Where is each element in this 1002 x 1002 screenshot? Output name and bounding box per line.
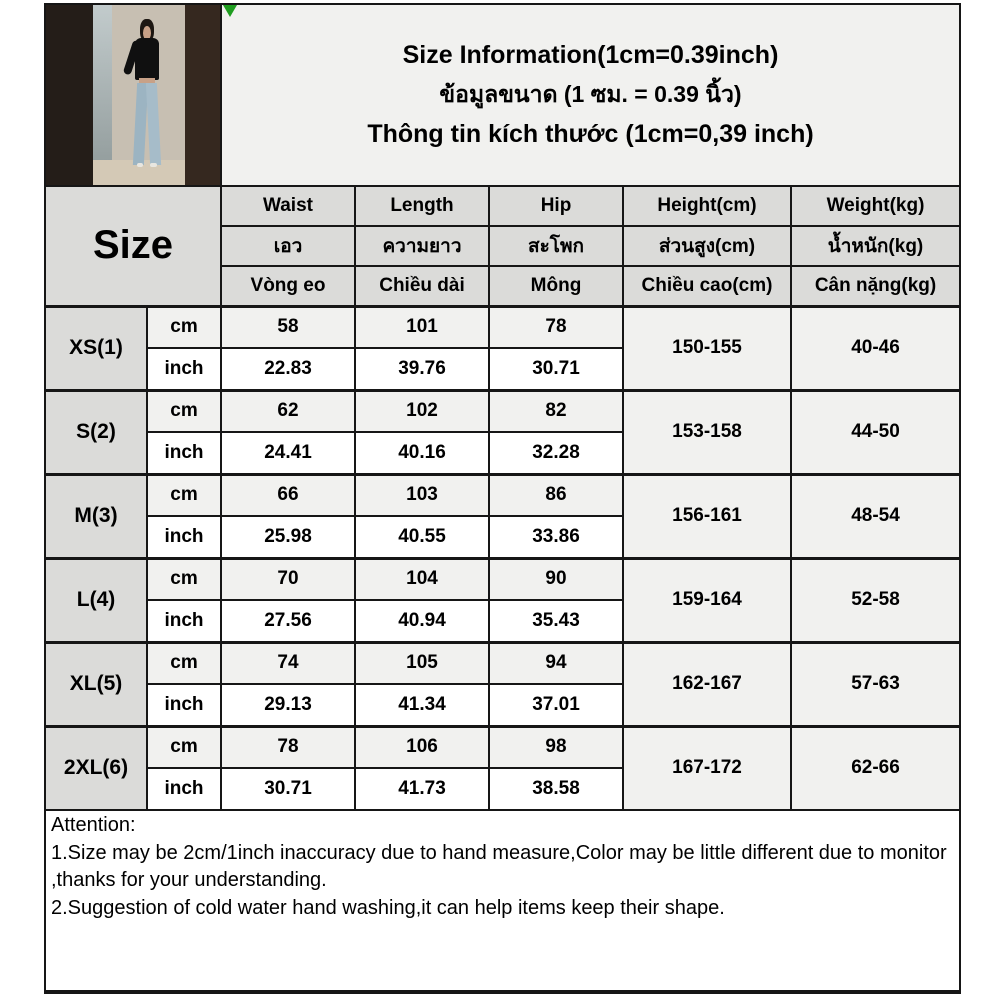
- waist-inch: 22.83: [221, 348, 355, 390]
- col-header-hip-th: สะโพก: [489, 226, 623, 266]
- unit-label-cm: cm: [147, 726, 221, 768]
- title-cell: [221, 4, 960, 186]
- hip-inch: 33.86: [489, 516, 623, 558]
- size-label: 2XL(6): [45, 726, 147, 810]
- unit-label-inch: inch: [147, 516, 221, 558]
- table-row: [45, 726, 960, 768]
- hip-inch: 35.43: [489, 600, 623, 642]
- unit-label-inch: inch: [147, 768, 221, 810]
- table-row: [45, 558, 960, 600]
- height-range: 162-167: [623, 642, 791, 726]
- col-header-waist-en: Waist: [221, 186, 355, 226]
- photo-jeans-right-leg: [146, 83, 161, 165]
- weight-range: 62-66: [791, 726, 960, 810]
- length-cm: 103: [355, 474, 489, 516]
- size-table: [44, 3, 961, 994]
- size-label: S(2): [45, 390, 147, 474]
- unit-label-cm: cm: [147, 306, 221, 348]
- waist-cm: 66: [221, 474, 355, 516]
- length-inch: 40.16: [355, 432, 489, 474]
- length-cm: 105: [355, 642, 489, 684]
- weight-range: 44-50: [791, 390, 960, 474]
- length-cm: 101: [355, 306, 489, 348]
- attention-line-2: 2.Suggestion of cold water hand washing,it can help items keep their shape.: [51, 896, 725, 919]
- attention-line-1: 1.Size may be 2cm/1inch inaccuracy due to hand measure,Color may be little different due to monitor ,thanks for your understanding.: [51, 841, 947, 892]
- waist-cm: 74: [221, 642, 355, 684]
- col-header-waist-th: เอว: [221, 226, 355, 266]
- size-header: Size: [45, 186, 221, 306]
- photo-right-shoe: [150, 163, 157, 167]
- hip-cm: 98: [489, 726, 623, 768]
- hip-cm: 90: [489, 558, 623, 600]
- product-photo: [46, 5, 220, 185]
- waist-inch: 27.56: [221, 600, 355, 642]
- table-row: [45, 390, 960, 432]
- title-vietnamese: Thông tin kích thước (1cm=0,39 inch): [367, 120, 814, 148]
- attention-note: [45, 810, 960, 992]
- unit-label-inch: inch: [147, 348, 221, 390]
- size-label: XL(5): [45, 642, 147, 726]
- length-cm: 102: [355, 390, 489, 432]
- photo-person: [126, 19, 168, 177]
- col-header-waist-vi: Vòng eo: [221, 266, 355, 306]
- length-inch: 41.34: [355, 684, 489, 726]
- length-inch: 41.73: [355, 768, 489, 810]
- size-label: M(3): [45, 474, 147, 558]
- height-range: 167-172: [623, 726, 791, 810]
- weight-range: 40-46: [791, 306, 960, 390]
- table-row: [45, 306, 960, 348]
- hip-inch: 37.01: [489, 684, 623, 726]
- hip-inch: 38.58: [489, 768, 623, 810]
- unit-label-cm: cm: [147, 390, 221, 432]
- hip-cm: 94: [489, 642, 623, 684]
- length-inch: 39.76: [355, 348, 489, 390]
- photo-mirror-strip: [93, 5, 112, 185]
- weight-range: 52-58: [791, 558, 960, 642]
- unit-label-inch: inch: [147, 600, 221, 642]
- height-range: 153-158: [623, 390, 791, 474]
- waist-inch: 25.98: [221, 516, 355, 558]
- col-header-weight-en: Weight(kg): [791, 186, 960, 226]
- size-label: L(4): [45, 558, 147, 642]
- height-range: 150-155: [623, 306, 791, 390]
- unit-label-cm: cm: [147, 642, 221, 684]
- height-range: 156-161: [623, 474, 791, 558]
- unit-label-cm: cm: [147, 474, 221, 516]
- length-cm: 104: [355, 558, 489, 600]
- photo-left-door: [46, 5, 93, 185]
- hip-inch: 32.28: [489, 432, 623, 474]
- waist-inch: 29.13: [221, 684, 355, 726]
- col-header-hip-vi: Mông: [489, 266, 623, 306]
- weight-range: 57-63: [791, 642, 960, 726]
- col-header-length-en: Length: [355, 186, 489, 226]
- hip-cm: 78: [489, 306, 623, 348]
- photo-left-shoe: [137, 163, 144, 167]
- waist-cm: 62: [221, 390, 355, 432]
- waist-cm: 78: [221, 726, 355, 768]
- corner-flag-icon: [223, 5, 237, 17]
- col-header-height-vi: Chiều cao(cm): [623, 266, 791, 306]
- product-photo-cell: [45, 4, 221, 186]
- length-inch: 40.55: [355, 516, 489, 558]
- hip-inch: 30.71: [489, 348, 623, 390]
- waist-cm: 58: [221, 306, 355, 348]
- size-label: XS(1): [45, 306, 147, 390]
- col-header-length-th: ความยาว: [355, 226, 489, 266]
- title-thai: ข้อมูลขนาด (1 ซม. = 0.39 นิ้ว): [439, 81, 742, 107]
- col-header-weight-th: น้ำหนัก(kg): [791, 226, 960, 266]
- col-header-weight-vi: Cân nặng(kg): [791, 266, 960, 306]
- col-header-hip-en: Hip: [489, 186, 623, 226]
- col-header-height-en: Height(cm): [623, 186, 791, 226]
- table-row: [45, 642, 960, 684]
- size-chart-sheet: [44, 3, 961, 994]
- length-cm: 106: [355, 726, 489, 768]
- weight-range: 48-54: [791, 474, 960, 558]
- attention-heading: Attention:: [51, 814, 136, 836]
- length-inch: 40.94: [355, 600, 489, 642]
- unit-label-inch: inch: [147, 684, 221, 726]
- hip-cm: 86: [489, 474, 623, 516]
- waist-inch: 30.71: [221, 768, 355, 810]
- height-range: 159-164: [623, 558, 791, 642]
- waist-cm: 70: [221, 558, 355, 600]
- title-english: Size Information(1cm=0.39inch): [402, 41, 779, 69]
- unit-label-inch: inch: [147, 432, 221, 474]
- waist-inch: 24.41: [221, 432, 355, 474]
- photo-right-door: [185, 5, 220, 185]
- table-row: [45, 474, 960, 516]
- hip-cm: 82: [489, 390, 623, 432]
- photo-person-top: [135, 38, 158, 79]
- col-header-height-th: ส่วนสูง(cm): [623, 226, 791, 266]
- col-header-length-vi: Chiều dài: [355, 266, 489, 306]
- photo-person-jeans: [134, 83, 159, 165]
- unit-label-cm: cm: [147, 558, 221, 600]
